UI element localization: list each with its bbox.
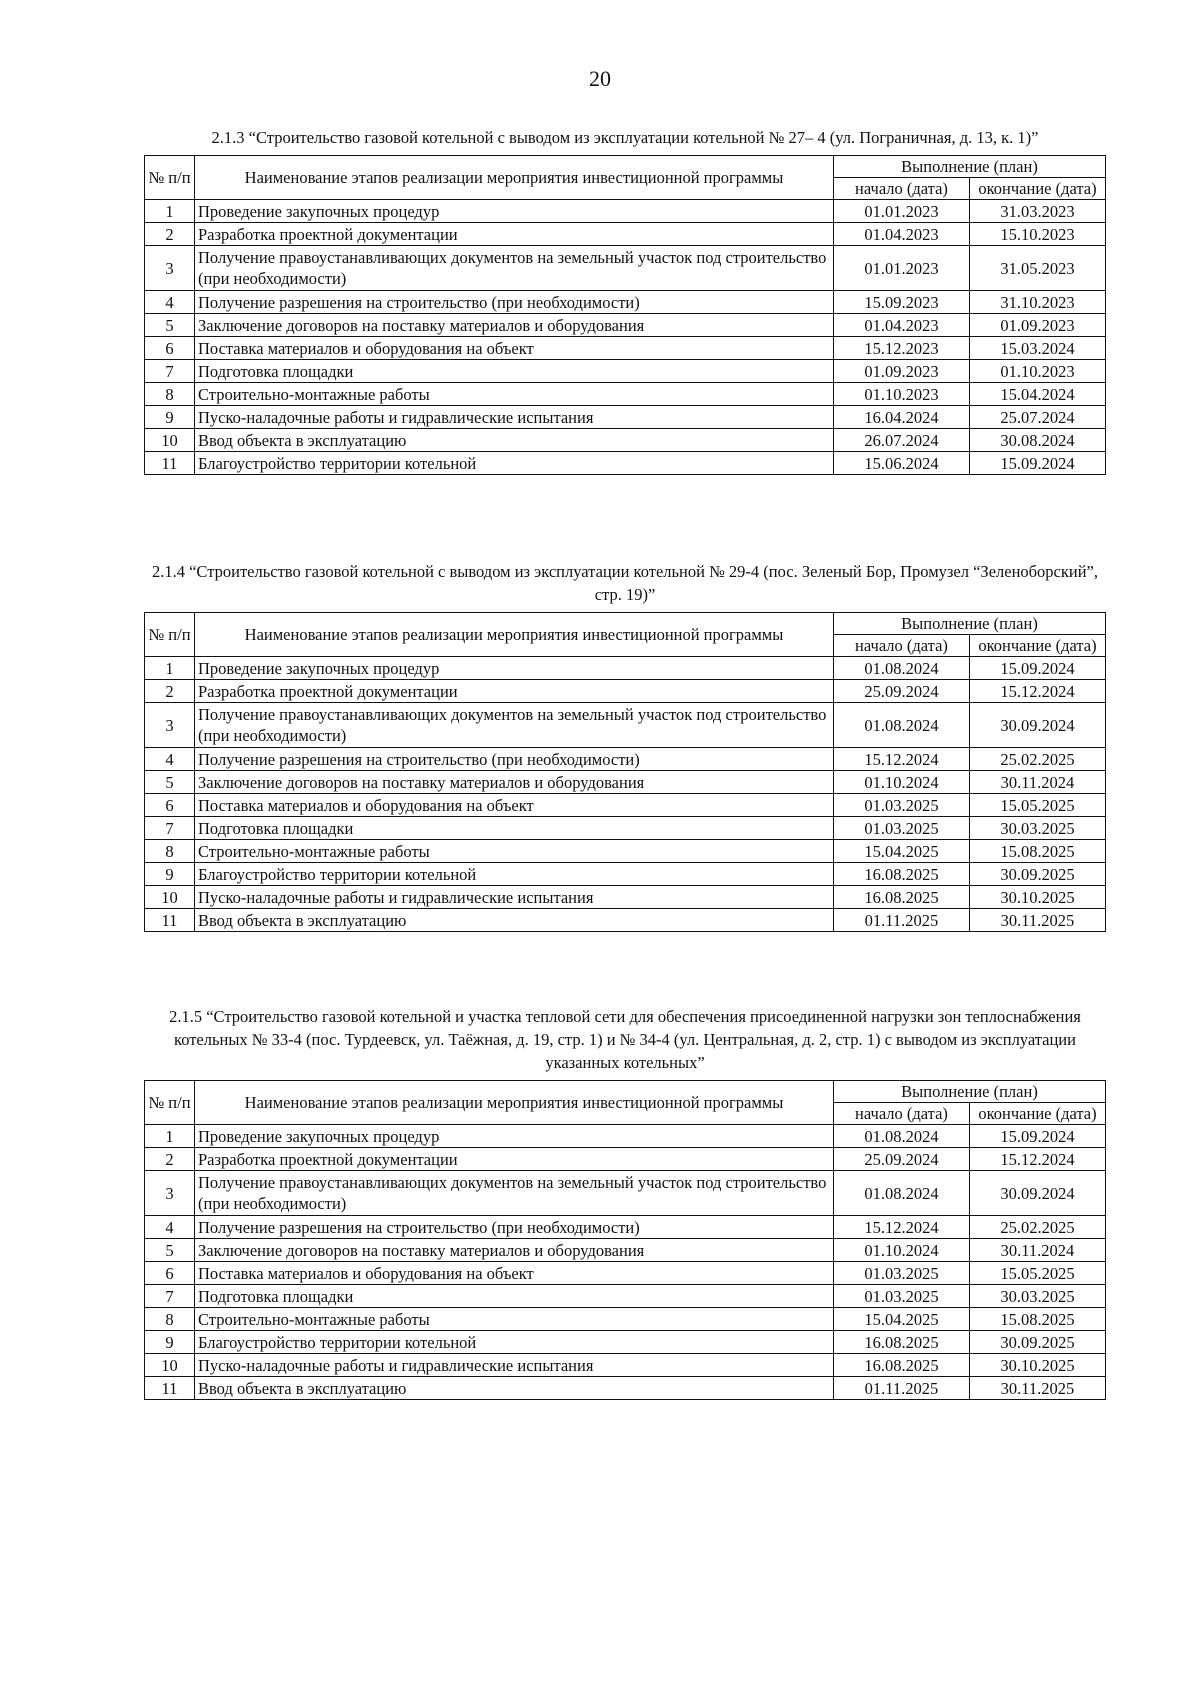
row-num: 8: [145, 840, 195, 863]
row-name: Заключение договоров на поставку материалов и оборудования: [195, 1239, 834, 1262]
row-start: 16.08.2025: [833, 886, 969, 909]
header-num: № п/п: [145, 156, 195, 200]
row-end: 15.08.2025: [969, 840, 1105, 863]
table-row: [145, 771, 1106, 794]
header-end: окончание (дата): [969, 635, 1105, 657]
row-start: 15.12.2024: [833, 748, 969, 771]
row-num: 5: [145, 771, 195, 794]
section-title: 2.1.5 “Строительство газовой котельной и участка тепловой сети для обеспечения присоединенной нагрузки зон теплоснабжения котельных № 33-4 (пос. Турдеевск, ул. Таёжная, д. 19, стр. 1) и № 34-4 (ул. Центральная, д. 2, стр. 1) с выводом из эксплуатации указанных котельных”: [169, 1007, 1081, 1072]
row-end: 01.09.2023: [969, 314, 1105, 337]
row-start: 01.04.2023: [833, 223, 969, 246]
row-end: 15.12.2024: [969, 1148, 1105, 1171]
row-end: 31.05.2023: [969, 246, 1105, 291]
schedule-table: [144, 612, 1106, 932]
row-name: Пуско-наладочные работы и гидравлические испытания: [195, 1354, 834, 1377]
row-num: 9: [145, 406, 195, 429]
row-name: Разработка проектной документации: [195, 223, 834, 246]
row-start: 16.08.2025: [833, 1354, 969, 1377]
row-end: 30.11.2025: [969, 909, 1105, 932]
row-num: 11: [145, 452, 195, 475]
row-end: 30.09.2025: [969, 1331, 1105, 1354]
row-num: 10: [145, 429, 195, 452]
row-num: 6: [145, 337, 195, 360]
row-end: 15.03.2024: [969, 337, 1105, 360]
table-row: [145, 1239, 1106, 1262]
row-num: 8: [145, 1308, 195, 1331]
table-row: [145, 886, 1106, 909]
row-start: 01.08.2024: [833, 1125, 969, 1148]
row-num: 2: [145, 223, 195, 246]
table-row: [145, 840, 1106, 863]
row-name: Проведение закупочных процедур: [195, 1125, 834, 1148]
row-end: 30.03.2025: [969, 817, 1105, 840]
table-row: [145, 1308, 1106, 1331]
header-start: начало (дата): [833, 178, 969, 200]
row-num: 1: [145, 657, 195, 680]
row-start: 16.08.2025: [833, 1331, 969, 1354]
table-row: [145, 360, 1106, 383]
table-row: [145, 703, 1106, 748]
row-num: 5: [145, 314, 195, 337]
section-title: 2.1.3 “Строительство газовой котельной с выводом из эксплуатации котельной № 27– 4 (ул. Пограничная, д. 13, к. 1)”: [211, 128, 1039, 147]
row-end: 30.10.2025: [969, 1354, 1105, 1377]
row-start: 01.11.2025: [833, 909, 969, 932]
page-number: 20: [589, 66, 611, 91]
row-end: 30.10.2025: [969, 886, 1105, 909]
row-num: 5: [145, 1239, 195, 1262]
row-name: Ввод объекта в эксплуатацию: [195, 1377, 834, 1400]
row-num: 1: [145, 1125, 195, 1148]
row-name: Ввод объекта в эксплуатацию: [195, 429, 834, 452]
row-num: 1: [145, 200, 195, 223]
row-num: 10: [145, 1354, 195, 1377]
row-start: 01.01.2023: [833, 246, 969, 291]
row-end: 15.08.2025: [969, 1308, 1105, 1331]
row-end: 15.09.2024: [969, 1125, 1105, 1148]
table-row: [145, 1285, 1106, 1308]
table-row: [145, 1148, 1106, 1171]
row-name: Получение разрешения на строительство (при необходимости): [195, 291, 834, 314]
row-name: Поставка материалов и оборудования на объект: [195, 337, 834, 360]
header-name: Наименование этапов реализации мероприятия инвестиционной программы: [195, 613, 834, 657]
row-start: 16.04.2024: [833, 406, 969, 429]
row-num: 6: [145, 794, 195, 817]
row-end: 25.02.2025: [969, 748, 1105, 771]
row-start: 01.04.2023: [833, 314, 969, 337]
row-name: Получение разрешения на строительство (при необходимости): [195, 1216, 834, 1239]
row-num: 7: [145, 1285, 195, 1308]
row-start: 01.08.2024: [833, 657, 969, 680]
row-name: Проведение закупочных процедур: [195, 200, 834, 223]
header-start: начало (дата): [833, 1103, 969, 1125]
row-num: 9: [145, 1331, 195, 1354]
table-row: [145, 337, 1106, 360]
table-row: [145, 1262, 1106, 1285]
row-name: Строительно-монтажные работы: [195, 383, 834, 406]
row-end: 15.09.2024: [969, 657, 1105, 680]
table-row: [145, 1354, 1106, 1377]
row-start: 01.10.2024: [833, 1239, 969, 1262]
table-row: [145, 1216, 1106, 1239]
row-start: 15.04.2025: [833, 840, 969, 863]
row-name: Строительно-монтажные работы: [195, 1308, 834, 1331]
row-end: 30.09.2024: [969, 1171, 1105, 1216]
row-num: 3: [145, 1171, 195, 1216]
row-start: 01.11.2025: [833, 1377, 969, 1400]
table-row: [145, 291, 1106, 314]
row-end: 30.09.2025: [969, 863, 1105, 886]
row-name: Благоустройство территории котельной: [195, 1331, 834, 1354]
row-name: Ввод объекта в эксплуатацию: [195, 909, 834, 932]
row-start: 01.01.2023: [833, 200, 969, 223]
row-end: 15.12.2024: [969, 680, 1105, 703]
row-start: 01.08.2024: [833, 1171, 969, 1216]
header-name: Наименование этапов реализации мероприятия инвестиционной программы: [195, 1081, 834, 1125]
table-row: [145, 406, 1106, 429]
row-num: 7: [145, 817, 195, 840]
row-name: Пуско-наладочные работы и гидравлические испытания: [195, 406, 834, 429]
row-end: 30.11.2025: [969, 1377, 1105, 1400]
row-name: Подготовка площадки: [195, 1285, 834, 1308]
table-row: [145, 1171, 1106, 1216]
table-row: [145, 200, 1106, 223]
header-plan: Выполнение (план): [833, 156, 1105, 178]
table-row: [145, 452, 1106, 475]
row-start: 01.03.2025: [833, 1285, 969, 1308]
header-end: окончание (дата): [969, 178, 1105, 200]
table-row: [145, 383, 1106, 406]
row-num: 2: [145, 680, 195, 703]
table-row: [145, 817, 1106, 840]
row-num: 4: [145, 291, 195, 314]
table-row: [145, 794, 1106, 817]
header-num: № п/п: [145, 1081, 195, 1125]
row-start: 01.03.2025: [833, 817, 969, 840]
header-name: Наименование этапов реализации мероприятия инвестиционной программы: [195, 156, 834, 200]
table-row: [145, 429, 1106, 452]
table-row: [145, 863, 1106, 886]
row-num: 8: [145, 383, 195, 406]
row-start: 15.09.2023: [833, 291, 969, 314]
table-row: [145, 680, 1106, 703]
row-start: 15.06.2024: [833, 452, 969, 475]
table-row: [145, 657, 1106, 680]
row-start: 25.09.2024: [833, 680, 969, 703]
row-num: 11: [145, 1377, 195, 1400]
row-num: 4: [145, 748, 195, 771]
row-start: 01.03.2025: [833, 1262, 969, 1285]
table-row: [145, 1125, 1106, 1148]
row-end: 01.10.2023: [969, 360, 1105, 383]
row-end: 30.11.2024: [969, 1239, 1105, 1262]
row-start: 25.09.2024: [833, 1148, 969, 1171]
row-start: 16.08.2025: [833, 863, 969, 886]
row-end: 30.11.2024: [969, 771, 1105, 794]
row-name: Благоустройство территории котельной: [195, 863, 834, 886]
row-end: 15.10.2023: [969, 223, 1105, 246]
row-name: Пуско-наладочные работы и гидравлические испытания: [195, 886, 834, 909]
row-start: 15.12.2024: [833, 1216, 969, 1239]
row-name: Заключение договоров на поставку материалов и оборудования: [195, 771, 834, 794]
row-end: 15.04.2024: [969, 383, 1105, 406]
section-2-1-5: [144, 1005, 1106, 1400]
header-end: окончание (дата): [969, 1103, 1105, 1125]
row-num: 11: [145, 909, 195, 932]
row-start: 15.12.2023: [833, 337, 969, 360]
table-row: [145, 1377, 1106, 1400]
row-name: Получение правоустанавливающих документов на земельный участок под строительство (при необходимости): [195, 1171, 834, 1216]
row-start: 01.03.2025: [833, 794, 969, 817]
section-title: 2.1.4 “Строительство газовой котельной с выводом из эксплуатации котельной № 29-4 (пос. Зеленый Бор, Промузел “Зеленоборский”, стр. 19)”: [151, 562, 1098, 604]
row-start: 01.10.2024: [833, 771, 969, 794]
table-row: [145, 909, 1106, 932]
table-row: [145, 223, 1106, 246]
table-row: [145, 314, 1106, 337]
row-name: Заключение договоров на поставку материалов и оборудования: [195, 314, 834, 337]
row-end: 15.09.2024: [969, 452, 1105, 475]
row-start: 01.08.2024: [833, 703, 969, 748]
row-end: 30.03.2025: [969, 1285, 1105, 1308]
row-name: Проведение закупочных процедур: [195, 657, 834, 680]
row-name: Получение правоустанавливающих документов на земельный участок под строительство (при необходимости): [195, 703, 834, 748]
row-num: 6: [145, 1262, 195, 1285]
row-end: 15.05.2025: [969, 1262, 1105, 1285]
schedule-table: [144, 1080, 1106, 1400]
table-row: [145, 748, 1106, 771]
row-start: 01.09.2023: [833, 360, 969, 383]
header-start: начало (дата): [833, 635, 969, 657]
section-2-1-4: [144, 560, 1106, 932]
header-num: № п/п: [145, 613, 195, 657]
row-num: 10: [145, 886, 195, 909]
row-num: 3: [145, 703, 195, 748]
row-end: 30.09.2024: [969, 703, 1105, 748]
row-name: Разработка проектной документации: [195, 1148, 834, 1171]
header-plan: Выполнение (план): [833, 613, 1105, 635]
row-num: 7: [145, 360, 195, 383]
row-end: 31.10.2023: [969, 291, 1105, 314]
row-num: 3: [145, 246, 195, 291]
row-start: 01.10.2023: [833, 383, 969, 406]
row-end: 25.02.2025: [969, 1216, 1105, 1239]
row-end: 30.08.2024: [969, 429, 1105, 452]
row-name: Поставка материалов и оборудования на объект: [195, 794, 834, 817]
row-name: Поставка материалов и оборудования на объект: [195, 1262, 834, 1285]
row-name: Получение разрешения на строительство (при необходимости): [195, 748, 834, 771]
header-plan: Выполнение (план): [833, 1081, 1105, 1103]
row-name: Строительно-монтажные работы: [195, 840, 834, 863]
row-num: 9: [145, 863, 195, 886]
row-name: Разработка проектной документации: [195, 680, 834, 703]
row-name: Благоустройство территории котельной: [195, 452, 834, 475]
row-end: 15.05.2025: [969, 794, 1105, 817]
row-name: Подготовка площадки: [195, 360, 834, 383]
row-num: 4: [145, 1216, 195, 1239]
section-2-1-3: [144, 126, 1106, 475]
row-name: Получение правоустанавливающих документов на земельный участок под строительство (при необходимости): [195, 246, 834, 291]
table-row: [145, 1331, 1106, 1354]
row-start: 15.04.2025: [833, 1308, 969, 1331]
row-end: 31.03.2023: [969, 200, 1105, 223]
row-name: Подготовка площадки: [195, 817, 834, 840]
row-start: 26.07.2024: [833, 429, 969, 452]
table-row: [145, 246, 1106, 291]
row-num: 2: [145, 1148, 195, 1171]
schedule-table: [144, 155, 1106, 475]
row-end: 25.07.2024: [969, 406, 1105, 429]
